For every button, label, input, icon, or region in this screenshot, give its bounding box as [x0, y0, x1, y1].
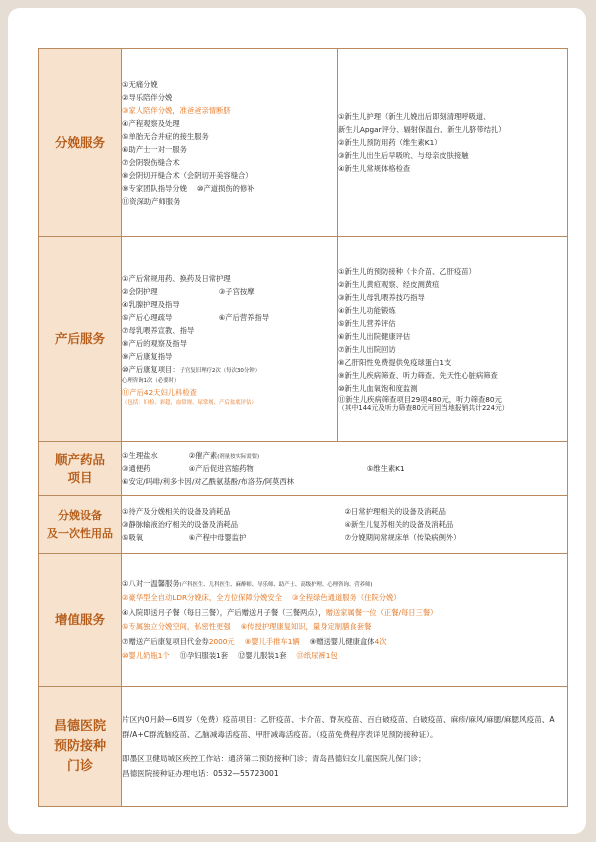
- postpartum-newborn-list: [338, 237, 568, 442]
- row-medicines: [39, 442, 568, 496]
- section-title-value-added: [39, 554, 122, 687]
- list-item: ①无痛分娩: [122, 79, 158, 89]
- list-item-detail: (剂量按实际需要): [217, 454, 260, 460]
- list-row: [122, 449, 567, 462]
- list-item-label: ①八对一温馨服务: [122, 578, 180, 588]
- list-item-highlight: ③家人陪伴分娩，准爸爸亲情断脐: [122, 105, 231, 115]
- list-row: [122, 518, 567, 531]
- list-item: 新生儿Apgar评分、辐射保温台、新生儿脐带结扎）: [338, 125, 506, 134]
- row-value-added: [39, 554, 568, 687]
- list-item: ⑥助产士一对一服务: [122, 144, 187, 154]
- list-item-highlight: ⑬纸尿裤1包: [296, 651, 338, 660]
- list-row: [122, 649, 567, 664]
- section-title-line: 及一次性用品: [47, 526, 113, 540]
- service-table: [38, 48, 568, 807]
- list-item: ①新生儿的预防接种（卡介苗、乙肝疫苗）: [338, 267, 476, 276]
- list-row: [122, 620, 567, 635]
- section-title-vaccination: [39, 687, 122, 807]
- section-title-line: 顺产药品: [54, 451, 105, 467]
- delivery-mother-list: [122, 49, 338, 237]
- list-item: [122, 363, 337, 376]
- list-item: ⑧会阴切开缝合术（会阴切开美容缝合）: [122, 170, 253, 180]
- list-item-highlight: ⑧婴儿手推车1辆: [244, 636, 300, 646]
- list-item: ③新生儿母乳喂养技巧指导: [338, 293, 425, 302]
- list-item-highlight: 赠送家属餐一位（正餐/每日三餐）: [325, 607, 438, 617]
- list-item-detail: (产科医生、儿科医生、麻醉师、导乐师、助产士、高级护理、心理咨询、营养师): [179, 581, 373, 588]
- list-item: ⑪孕妇服装1套: [179, 651, 229, 660]
- section-title-line: 产后服务: [54, 331, 105, 346]
- section-title-line: 增值服务: [54, 612, 105, 627]
- list-item: ⑦赠送产后康复项目代金券: [122, 636, 209, 646]
- section-title-line: 分娩服务: [54, 134, 105, 150]
- list-item-highlight: ③全程绿色通道服务（住院分娩）: [291, 593, 401, 602]
- list-item: ⑧产后的观察及指导: [122, 338, 187, 348]
- list-item-highlight: ⑪产后42天妇儿科检查: [122, 387, 197, 397]
- delivery-newborn-list: [338, 49, 568, 237]
- list-item-highlight: ⑥传授护理康复知识，量身定制膳食套餐: [240, 622, 372, 631]
- list-item: ④产后促进宫缩药物: [188, 464, 254, 473]
- list-item: ⑩产道损伤的修补: [196, 183, 255, 193]
- contact-phone-text: 昌德医院接种证办理电话：0532—55723001: [122, 769, 279, 778]
- list-item: ⑦分娩期间常规床单（传染病例外）: [344, 533, 461, 542]
- section-title-equipment: [39, 496, 122, 554]
- list-item-detail: 子宫复旧理疗2次（每次30分钟）: [179, 367, 260, 374]
- list-item: ⑤单胎无合并症的接生服务: [122, 131, 209, 141]
- row-vaccination: [39, 687, 568, 807]
- equipment-list: [122, 496, 568, 554]
- clinic-locations-text: 即墨区卫健局城区疾控工作站：通济第二预防接种门诊；青岛昌德妇女儿童医院儿保门诊；: [122, 753, 426, 763]
- list-item: ②会阴护理: [122, 286, 158, 296]
- list-item: ⑤产后心理疏导: [122, 312, 173, 322]
- list-item-highlight: ⑤专属独立分娩空间，私密性更强: [122, 622, 231, 631]
- list-item: ④入院即送月子餐（每日三餐），产后赠送月子餐（三餐两点），: [122, 607, 326, 617]
- list-item: ⑩新生儿血氧饱和度监测: [338, 384, 418, 393]
- list-item: ⑦母乳喂养宣教、指导: [122, 325, 195, 335]
- list-row: [122, 606, 567, 621]
- list-item: ⑨新生儿疾病筛查、听力筛查、先天性心脏病筛查: [338, 371, 498, 380]
- list-item-detail: 心理咨询1次（必要时）: [122, 377, 180, 384]
- list-item: ⑧乙肝阳性免费提供免疫球蛋白1支: [338, 358, 452, 367]
- list-item: ⑪新生儿疾病筛查项目29项480元，听力筛查80元: [338, 395, 502, 404]
- list-item: ⑦新生儿出院回访: [338, 345, 396, 354]
- list-item: ②新生儿黄疸观察、经皮测黄疸: [338, 280, 440, 289]
- list-item: ②催产素: [188, 451, 218, 460]
- list-item: ①生理盐水: [122, 451, 158, 460]
- vaccine-program-text: 片区内0月龄—6周岁（免费）疫苗项目：乙肝疫苗、卡介苗、脊灰疫苗、百白破疫苗、白破疫苗、麻疹/麻风/麻腮/麻腮风疫苗、A群/A+C群流脑疫苗、乙脑减毒活疫苗、甲肝减毒活疫苗。（疫苗免费程序表详见预防接种证）。: [122, 714, 555, 739]
- list-item: ②日常护理相关的设备及消耗品: [344, 507, 446, 516]
- section-title-line: 分娩设备: [58, 508, 102, 522]
- section-title-delivery: [39, 49, 122, 237]
- value-added-list: [122, 554, 568, 687]
- list-item: ①新生儿护理（新生儿娩出后即刻清理呼吸道、: [338, 112, 491, 121]
- list-item: ⑪资深助产师服务: [122, 196, 181, 206]
- list-item: ⑥产后营养指导: [218, 312, 270, 322]
- list-item: ⑫婴儿服装1套: [238, 651, 287, 660]
- list-item: ⑥新生儿出院健康评估: [338, 332, 411, 341]
- list-row: [122, 462, 567, 475]
- list-item: ①产后常规用药、换药及日常护理: [122, 273, 231, 283]
- list-item: ⑨产后康复指导: [122, 351, 173, 361]
- list-item: ①待产及分娩相关的设备及消耗品: [122, 507, 231, 516]
- list-item: ④新生儿复苏相关的设备及消耗品: [344, 520, 454, 529]
- row-postpartum-service: [39, 237, 568, 442]
- list-item: ③通便药: [122, 464, 151, 473]
- list-item: ③新生儿出生后早吸吮、与母亲皮肤接触: [338, 151, 469, 160]
- list-item: ⑥安定/吗啡/利多卡因/对乙酰氨基酚/布洛芬/阿莫西林: [122, 477, 295, 486]
- list-item: ④新生儿功能锻炼: [338, 306, 396, 315]
- list-item: ⑦会阴裂伤缝合术: [122, 157, 180, 167]
- list-item: ⑤维生素K1: [366, 464, 405, 473]
- list-item-pair: [122, 182, 337, 195]
- list-item: ②导乐陪伴分娩: [122, 92, 173, 102]
- list-item: ⑥产程中母婴监护: [188, 533, 247, 542]
- medicines-list: [122, 442, 568, 496]
- list-item-detail-highlight: （包括：妇检、彩超、血常规、尿常规、产后盆底评估）: [122, 399, 257, 406]
- list-item: ⑨赠送婴儿健康盒体: [309, 636, 375, 646]
- list-item: ③静脉输液治疗相关的设备及消耗品: [122, 520, 238, 529]
- list-item-label: ⑩产后康复项目：: [122, 364, 180, 374]
- section-title-medicines: [39, 442, 122, 496]
- section-title-line: 预防接种: [53, 738, 106, 754]
- postpartum-mother-list: [122, 237, 338, 442]
- price-list-page: [8, 8, 586, 834]
- section-title-line: 项目: [67, 469, 93, 485]
- list-item: ④产程观察及处理: [122, 118, 180, 128]
- list-item: ③子宫按摩: [218, 286, 255, 296]
- list-item: ④新生儿常规体格检查: [338, 164, 411, 173]
- list-item-highlight: 4次: [374, 636, 387, 646]
- list-item: ⑨专家团队指导分娩: [122, 183, 187, 193]
- list-row: [122, 531, 567, 544]
- list-item-pair: [122, 285, 337, 298]
- vaccination-info: [122, 687, 568, 807]
- list-row: [122, 591, 567, 606]
- list-item-pair: [122, 311, 337, 324]
- section-title-postpartum: [39, 237, 122, 442]
- list-item: （其中144元及听力筛查80元可回当地报销共计224元）: [338, 404, 509, 412]
- list-item: ⑤吸氧: [122, 533, 144, 542]
- list-row: [122, 505, 567, 518]
- list-item: [122, 577, 567, 592]
- list-row: [122, 635, 567, 650]
- list-item: ②新生儿预防用药（维生素K1）: [338, 138, 442, 147]
- list-item: ⑤新生儿营养评估: [338, 319, 396, 328]
- section-title-line: 昌德医院: [53, 718, 106, 734]
- list-item-highlight: ②豪华型全自动LDR分娩床，全方位保障分娩安全: [122, 593, 282, 602]
- section-title-line: 门诊: [66, 758, 93, 774]
- row-delivery-service: [39, 49, 568, 237]
- row-equipment: [39, 496, 568, 554]
- list-item-highlight: ⑩婴儿奶瓶1个: [122, 651, 170, 660]
- list-item: ④乳腺护理及指导: [122, 299, 180, 309]
- list-item-highlight: 2000元: [208, 636, 235, 646]
